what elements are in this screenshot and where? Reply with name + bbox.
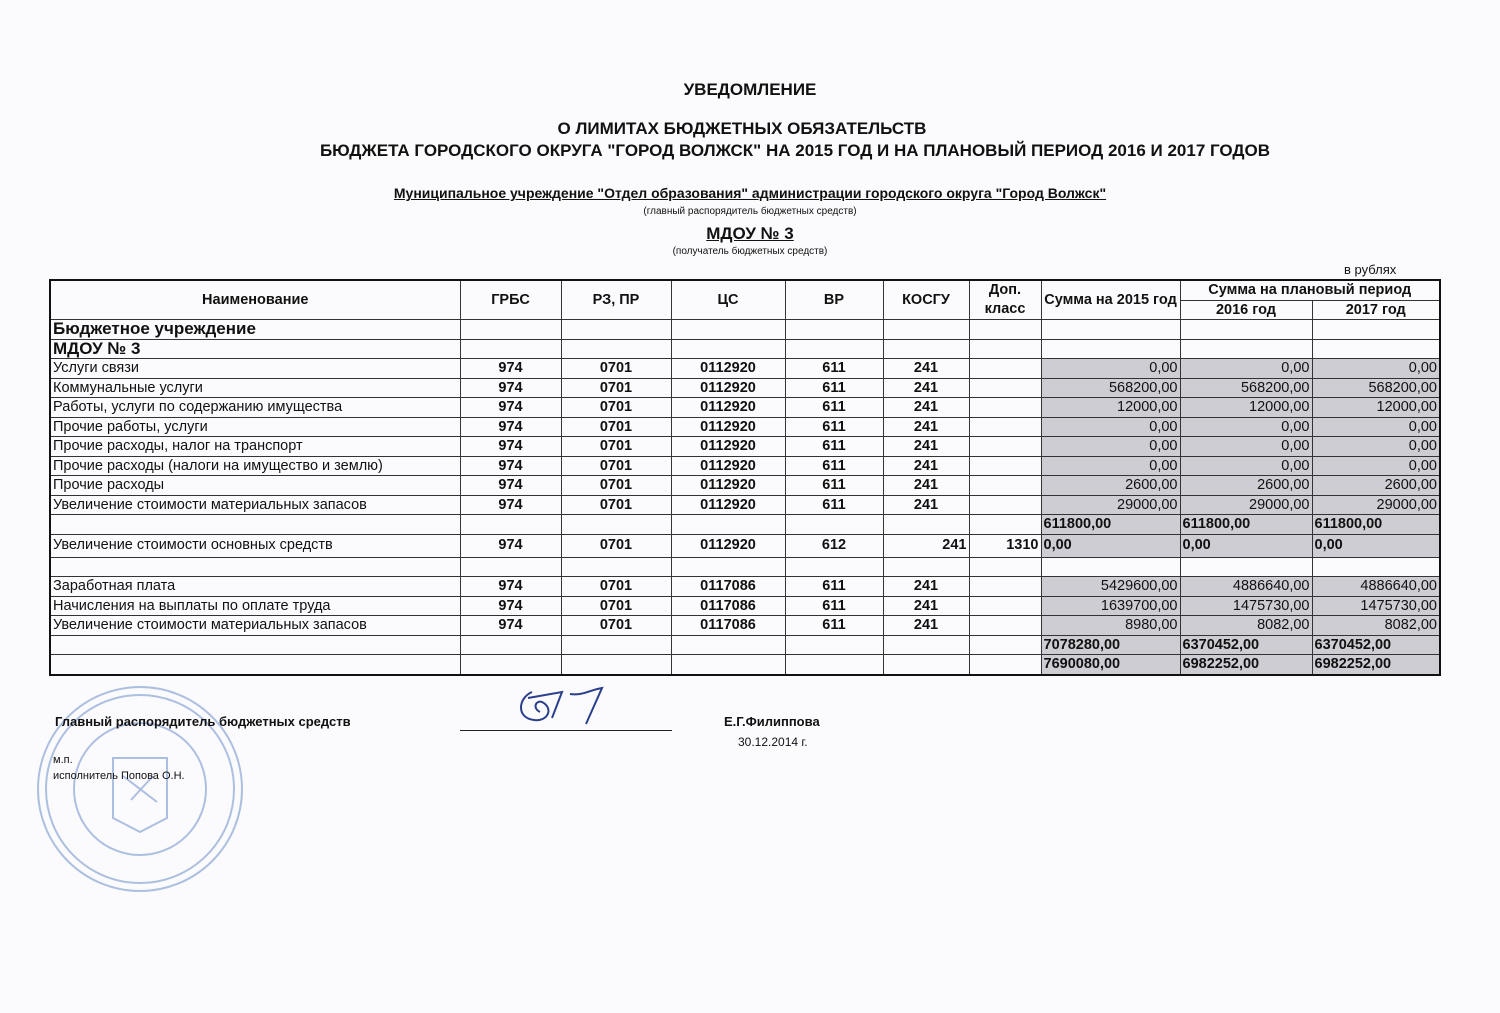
cell-rz: 0701 xyxy=(561,596,671,616)
col-cs: ЦС xyxy=(671,280,785,320)
cell-amount: 12000,00 xyxy=(1180,398,1312,418)
cell-amount: 29000,00 xyxy=(1041,495,1180,515)
cell-kosgu: 241 xyxy=(883,534,969,557)
cell-rz: 0701 xyxy=(561,359,671,379)
empty-cell xyxy=(460,320,561,340)
cell-grbs: 974 xyxy=(460,417,561,437)
institution-name: Муниципальное учреждение "Отдел образования" администрации городского округа "Город Волжск" xyxy=(393,185,1107,201)
cell-amount: 568200,00 xyxy=(1312,378,1440,398)
cell-dop xyxy=(969,596,1041,616)
cell-name: Увеличение стоимости материальных запасов xyxy=(50,495,460,515)
cell-kosgu: 241 xyxy=(883,616,969,636)
empty-cell xyxy=(969,655,1041,675)
table-row xyxy=(50,534,1440,557)
table-row xyxy=(50,456,1440,476)
cell-name: Увеличение стоимости основных средств xyxy=(50,534,460,557)
empty-cell xyxy=(883,320,969,340)
cell-dop xyxy=(969,495,1041,515)
cell-amount: 6370452,00 xyxy=(1312,635,1440,655)
col-grbs: ГРБС xyxy=(460,280,561,320)
cell-amount: 0,00 xyxy=(1180,534,1312,557)
cell-vr: 611 xyxy=(785,456,883,476)
cell-kosgu: 241 xyxy=(883,437,969,457)
empty-cell xyxy=(1312,557,1440,577)
cell-name: Заработная плата xyxy=(50,577,460,597)
cell-rz: 0701 xyxy=(561,456,671,476)
cell-vr: 611 xyxy=(785,495,883,515)
cell-amount: 611800,00 xyxy=(1180,515,1312,535)
signature-icon xyxy=(510,684,620,730)
cell-cs: 0112920 xyxy=(671,534,785,557)
cell-amount: 7690080,00 xyxy=(1041,655,1180,675)
cell-amount: 12000,00 xyxy=(1312,398,1440,418)
cell-name: Работы, услуги по содержанию имущества xyxy=(50,398,460,418)
document-subtitle-2: БЮДЖЕТА ГОРОДСКОГО ОКРУГА "ГОРОД ВОЛЖСК" НА 2015 ГОД И НА ПЛАНОВЫЙ ПЕРИОД 2016 И 2017 ГОДОВ xyxy=(319,141,1271,160)
cell-rz: 0701 xyxy=(561,534,671,557)
table-row xyxy=(50,359,1440,379)
empty-cell xyxy=(883,635,969,655)
cell-cs: 0117086 xyxy=(671,577,785,597)
empty-cell xyxy=(1180,339,1312,359)
cell-dop xyxy=(969,476,1041,496)
empty-cell xyxy=(1180,320,1312,340)
cell-cs: 0112920 xyxy=(671,417,785,437)
cell-vr: 611 xyxy=(785,437,883,457)
cell-amount: 0,00 xyxy=(1312,437,1440,457)
empty-cell xyxy=(1041,320,1180,340)
cell-dop xyxy=(969,456,1041,476)
units-label: в рублях xyxy=(1344,262,1397,277)
cell-kosgu: 241 xyxy=(883,378,969,398)
blank-row xyxy=(50,557,1440,577)
cell-cs: 0112920 xyxy=(671,378,785,398)
cell-grbs: 974 xyxy=(460,359,561,379)
table-row xyxy=(50,596,1440,616)
cell-amount: 8082,00 xyxy=(1180,616,1312,636)
col-planned: Сумма на плановый период xyxy=(1180,280,1440,300)
cell-amount: 2600,00 xyxy=(1041,476,1180,496)
cell-amount: 0,00 xyxy=(1312,359,1440,379)
cell-dop xyxy=(969,398,1041,418)
cell-grbs: 974 xyxy=(460,596,561,616)
cell-amount: 6982252,00 xyxy=(1312,655,1440,675)
executor-label: исполнитель Попова О.Н. xyxy=(53,770,185,782)
empty-cell xyxy=(785,320,883,340)
cell-vr: 611 xyxy=(785,577,883,597)
cell-cs: 0112920 xyxy=(671,359,785,379)
cell-amount: 0,00 xyxy=(1180,359,1312,379)
cell-amount: 0,00 xyxy=(1312,417,1440,437)
cell-name: Увеличение стоимости материальных запасов xyxy=(50,616,460,636)
empty-cell xyxy=(671,515,785,535)
cell-amount: 0,00 xyxy=(1180,417,1312,437)
cell-vr: 612 xyxy=(785,534,883,557)
header-row xyxy=(50,280,1440,300)
cell-cs: 0117086 xyxy=(671,596,785,616)
section-row xyxy=(50,339,1440,359)
section-heading: МДОУ № 3 xyxy=(50,339,460,359)
empty-cell xyxy=(561,635,671,655)
empty-cell xyxy=(1312,320,1440,340)
cell-kosgu: 241 xyxy=(883,456,969,476)
cell-vr: 611 xyxy=(785,476,883,496)
empty-cell xyxy=(883,655,969,675)
empty-cell xyxy=(969,339,1041,359)
empty-cell xyxy=(785,655,883,675)
empty-cell xyxy=(460,557,561,577)
cell-amount: 8980,00 xyxy=(1041,616,1180,636)
signer-name: Е.Г.Филиппова xyxy=(724,714,820,729)
empty-cell xyxy=(460,339,561,359)
empty-cell xyxy=(969,635,1041,655)
institution-note: (главный распорядитель бюджетных средств) xyxy=(643,206,857,217)
cell-grbs: 974 xyxy=(460,616,561,636)
cell-dop: 1310 xyxy=(969,534,1041,557)
cell-dop xyxy=(969,359,1041,379)
cell-name: Прочие расходы, налог на транспорт xyxy=(50,437,460,457)
empty-cell xyxy=(671,655,785,675)
table-row xyxy=(50,417,1440,437)
cell-cs: 0117086 xyxy=(671,616,785,636)
empty-cell xyxy=(460,655,561,675)
cell-amount: 4886640,00 xyxy=(1180,577,1312,597)
cell-grbs: 974 xyxy=(460,398,561,418)
col-2017: 2017 год xyxy=(1312,300,1440,320)
empty-cell xyxy=(671,635,785,655)
cell-dop xyxy=(969,616,1041,636)
cell-amount: 29000,00 xyxy=(1312,495,1440,515)
cell-grbs: 974 xyxy=(460,378,561,398)
empty-cell xyxy=(460,635,561,655)
empty-cell xyxy=(671,320,785,340)
empty-cell xyxy=(1041,339,1180,359)
mp-label: м.п. xyxy=(53,754,73,766)
cell-kosgu: 241 xyxy=(883,359,969,379)
empty-cell xyxy=(671,557,785,577)
empty-cell xyxy=(561,557,671,577)
cell-vr: 611 xyxy=(785,616,883,636)
empty-cell xyxy=(785,339,883,359)
cell-vr: 611 xyxy=(785,596,883,616)
cell-amount: 568200,00 xyxy=(1041,378,1180,398)
empty-cell xyxy=(883,515,969,535)
cell-amount: 1475730,00 xyxy=(1180,596,1312,616)
table-row xyxy=(50,495,1440,515)
cell-cs: 0112920 xyxy=(671,398,785,418)
cell-rz: 0701 xyxy=(561,616,671,636)
section-row xyxy=(50,320,1440,340)
cell-rz: 0701 xyxy=(561,398,671,418)
empty-cell xyxy=(50,655,460,675)
cell-grbs: 974 xyxy=(460,577,561,597)
empty-cell xyxy=(1041,557,1180,577)
col-dop: Доп. класс xyxy=(969,280,1041,320)
cell-amount: 0,00 xyxy=(1312,534,1440,557)
cell-amount: 1475730,00 xyxy=(1312,596,1440,616)
recipient-name: МДОУ № 3 xyxy=(706,224,794,243)
cell-name: Прочие работы, услуги xyxy=(50,417,460,437)
cell-vr: 611 xyxy=(785,398,883,418)
cell-name: Прочие расходы (налоги на имущество и землю) xyxy=(50,456,460,476)
cell-rz: 0701 xyxy=(561,437,671,457)
cell-amount: 8082,00 xyxy=(1312,616,1440,636)
cell-grbs: 974 xyxy=(460,534,561,557)
total-row xyxy=(50,655,1440,675)
subtotal-row xyxy=(50,515,1440,535)
empty-cell xyxy=(1180,557,1312,577)
empty-cell xyxy=(50,515,460,535)
cell-cs: 0112920 xyxy=(671,476,785,496)
cell-amount: 2600,00 xyxy=(1180,476,1312,496)
col-rz: РЗ, ПР xyxy=(561,280,671,320)
cell-name: Прочие расходы xyxy=(50,476,460,496)
recipient-note: (получатель бюджетных средств) xyxy=(672,246,828,257)
empty-cell xyxy=(969,515,1041,535)
cell-kosgu: 241 xyxy=(883,417,969,437)
cell-rz: 0701 xyxy=(561,577,671,597)
cell-dop xyxy=(969,417,1041,437)
cell-cs: 0112920 xyxy=(671,495,785,515)
cell-amount: 0,00 xyxy=(1041,437,1180,457)
col-2016: 2016 год xyxy=(1180,300,1312,320)
col-vr: ВР xyxy=(785,280,883,320)
cell-amount: 29000,00 xyxy=(1180,495,1312,515)
cell-amount: 1639700,00 xyxy=(1041,596,1180,616)
cell-amount: 2600,00 xyxy=(1312,476,1440,496)
cell-amount: 12000,00 xyxy=(1041,398,1180,418)
cell-dop xyxy=(969,437,1041,457)
section-heading: Бюджетное учреждение xyxy=(50,320,460,340)
cell-kosgu: 241 xyxy=(883,476,969,496)
col-kosgu: КОСГУ xyxy=(883,280,969,320)
table-row xyxy=(50,437,1440,457)
col-name: Наименование xyxy=(50,280,460,320)
cell-kosgu: 241 xyxy=(883,596,969,616)
cell-dop xyxy=(969,577,1041,597)
empty-cell xyxy=(1312,339,1440,359)
table-row xyxy=(50,378,1440,398)
cell-grbs: 974 xyxy=(460,495,561,515)
empty-cell xyxy=(785,557,883,577)
cell-amount: 4886640,00 xyxy=(1312,577,1440,597)
cell-name: Услуги связи xyxy=(50,359,460,379)
cell-amount: 0,00 xyxy=(1041,534,1180,557)
cell-vr: 611 xyxy=(785,417,883,437)
subtotal-row xyxy=(50,635,1440,655)
empty-cell xyxy=(561,515,671,535)
cell-rz: 0701 xyxy=(561,476,671,496)
empty-cell xyxy=(671,339,785,359)
cell-amount: 0,00 xyxy=(1041,359,1180,379)
cell-amount: 611800,00 xyxy=(1041,515,1180,535)
cell-cs: 0112920 xyxy=(671,456,785,476)
cell-amount: 0,00 xyxy=(1180,456,1312,476)
cell-amount: 5429600,00 xyxy=(1041,577,1180,597)
cell-rz: 0701 xyxy=(561,378,671,398)
cell-cs: 0112920 xyxy=(671,437,785,457)
cell-amount: 0,00 xyxy=(1312,456,1440,476)
empty-cell xyxy=(969,557,1041,577)
table-row xyxy=(50,476,1440,496)
col-sum2015: Сумма на 2015 год xyxy=(1041,280,1180,320)
cell-name: Начисления на выплаты по оплате труда xyxy=(50,596,460,616)
signature-line xyxy=(460,730,672,731)
cell-amount: 0,00 xyxy=(1041,417,1180,437)
empty-cell xyxy=(460,515,561,535)
cell-amount: 0,00 xyxy=(1180,437,1312,457)
empty-cell xyxy=(785,635,883,655)
cell-amount: 6982252,00 xyxy=(1180,655,1312,675)
table-row xyxy=(50,577,1440,597)
empty-cell xyxy=(561,339,671,359)
empty-cell xyxy=(883,339,969,359)
empty-cell xyxy=(50,557,460,577)
empty-cell xyxy=(561,320,671,340)
empty-cell xyxy=(785,515,883,535)
cell-amount: 568200,00 xyxy=(1180,378,1312,398)
cell-amount: 6370452,00 xyxy=(1180,635,1312,655)
cell-amount: 0,00 xyxy=(1041,456,1180,476)
cell-vr: 611 xyxy=(785,359,883,379)
cell-kosgu: 241 xyxy=(883,577,969,597)
signature-date: 30.12.2014 г. xyxy=(738,735,808,749)
cell-amount: 611800,00 xyxy=(1312,515,1440,535)
cell-name: Коммунальные услуги xyxy=(50,378,460,398)
table-row xyxy=(50,398,1440,418)
cell-kosgu: 241 xyxy=(883,495,969,515)
document-title: УВЕДОМЛЕНИЕ xyxy=(683,80,817,99)
cell-amount: 7078280,00 xyxy=(1041,635,1180,655)
document-subtitle: О ЛИМИТАХ БЮДЖЕТНЫХ ОБЯЗАТЕЛЬСТВ xyxy=(557,119,927,138)
cell-vr: 611 xyxy=(785,378,883,398)
cell-grbs: 974 xyxy=(460,437,561,457)
cell-rz: 0701 xyxy=(561,495,671,515)
stamp-seal-icon xyxy=(35,680,245,898)
cell-dop xyxy=(969,378,1041,398)
table-row xyxy=(50,616,1440,636)
empty-cell xyxy=(561,655,671,675)
footer-label: Главный распорядитель бюджетных средств xyxy=(55,714,351,729)
cell-grbs: 974 xyxy=(460,476,561,496)
cell-rz: 0701 xyxy=(561,417,671,437)
empty-cell xyxy=(969,320,1041,340)
cell-kosgu: 241 xyxy=(883,398,969,418)
empty-cell xyxy=(50,635,460,655)
empty-cell xyxy=(883,557,969,577)
cell-grbs: 974 xyxy=(460,456,561,476)
limits-table xyxy=(49,279,1441,676)
